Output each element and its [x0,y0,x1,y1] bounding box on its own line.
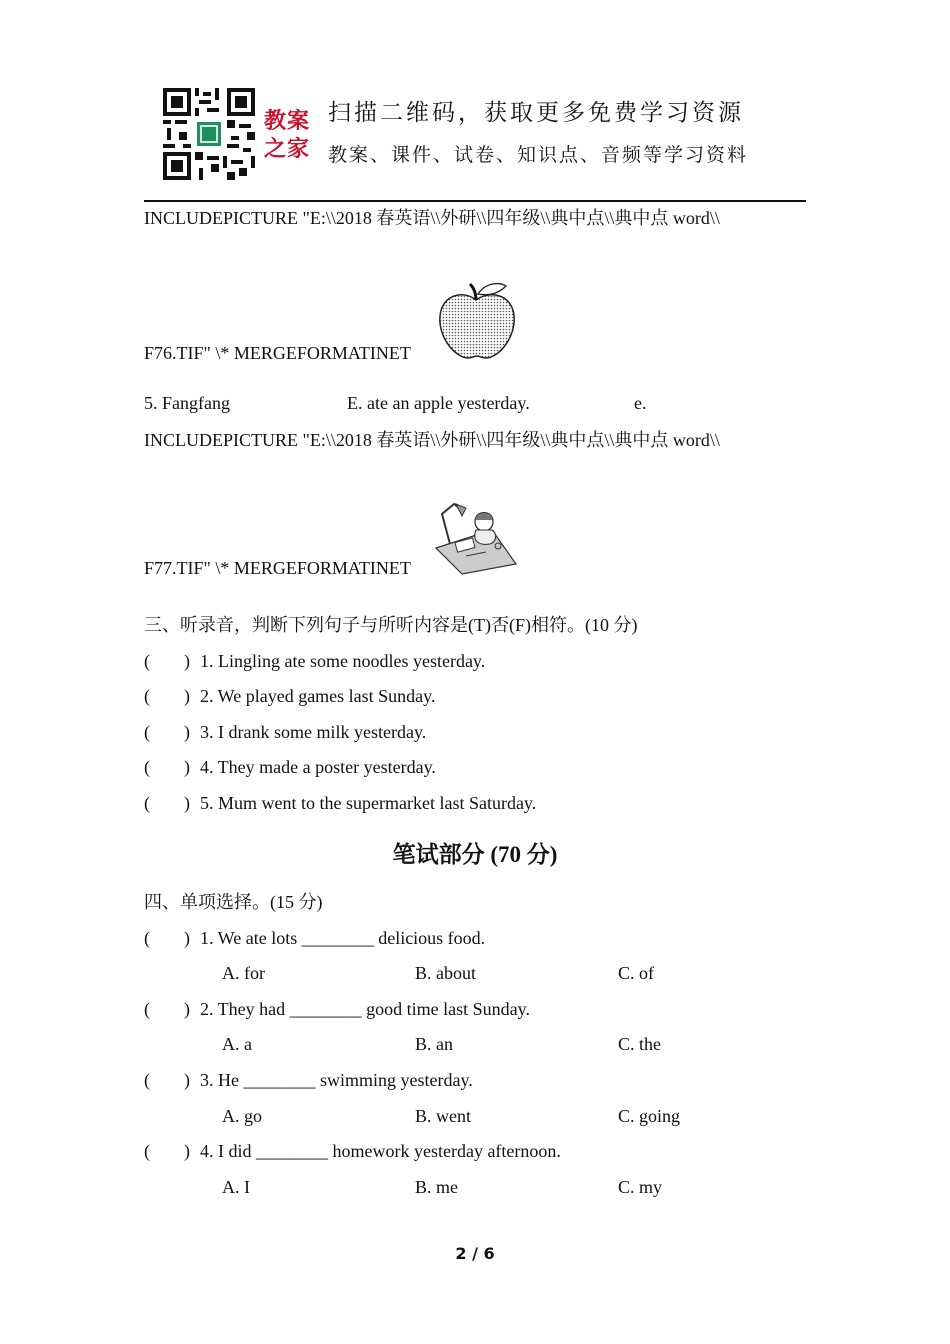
answer-bracket[interactable]: ( ) [144,1141,190,1161]
tf-item-text: 4. They made a poster yesterday. [200,757,436,777]
match-middle: E. ate an apple yesterday. [347,393,530,413]
answer-bracket[interactable]: ( ) [144,722,190,742]
option-c[interactable]: C. the [618,1034,661,1054]
match-left: 5. Fangfang [144,393,230,413]
answer-bracket[interactable]: ( ) [144,1070,190,1090]
mc-question [144,927,485,949]
tf-item-text: 2. We played games last Sunday. [200,686,436,706]
written-part-heading: 笔试部分 (70 分) [392,842,558,867]
option-a[interactable]: A. go [222,1106,262,1126]
answer-bracket[interactable]: ( ) [144,686,190,706]
answer-bracket[interactable]: ( ) [144,651,190,671]
mc-question [144,998,530,1020]
field-code-line-3: INCLUDEPICTURE "E:\\2018 春英语\\外研\\四年级\\典中点\\典中点 word\\ [144,430,720,450]
mc-question [144,1140,561,1162]
tf-item [144,650,485,672]
mc-question-text: 1. We ate lots ________ delicious food. [200,928,486,948]
mc-question-text: 4. I did ________ homework yesterday afternoon. [200,1141,561,1161]
option-b[interactable]: B. went [415,1106,471,1126]
field-code-line-2: F76.TIF" \* MERGEFORMATINET [144,343,411,363]
apple-illustration [436,280,518,360]
option-b[interactable]: B. me [415,1177,458,1197]
header-slogan-line1: 扫描二维码，获取更多免费学习资源 [328,100,744,126]
option-c[interactable]: C. going [618,1106,681,1126]
tf-item-text: 5. Mum went to the supermarket last Saturday. [200,793,537,813]
answer-bracket[interactable]: ( ) [144,928,190,948]
header-divider [144,200,806,202]
tf-item [144,756,436,778]
field-code-line-1: INCLUDEPICTURE "E:\\2018 春英语\\外研\\四年级\\典中点\\典中点 word\\ [144,208,720,228]
option-b[interactable]: B. about [415,963,476,983]
girl-at-desk-illustration [432,500,518,576]
tf-item-text: 1. Lingling ate some noodles yesterday. [200,651,486,671]
header-slogan-line2: 教案、课件、试卷、知识点、音频等学习资料 [328,144,749,166]
option-b[interactable]: B. an [415,1034,453,1054]
option-a[interactable]: A. I [222,1177,250,1197]
tf-item [144,792,536,814]
option-c[interactable]: C. my [618,1177,663,1197]
mc-question-text: 2. They had ________ good time last Sunday. [200,999,530,1019]
tf-item [144,685,436,707]
answer-bracket[interactable]: ( ) [144,793,190,813]
option-c[interactable]: C. of [618,963,654,983]
field-code-line-4: F77.TIF" \* MERGEFORMATINET [144,558,411,578]
answer-bracket[interactable]: ( ) [144,757,190,777]
mc-question [144,1069,473,1091]
answer-bracket[interactable]: ( ) [144,999,190,1019]
brand-logo-text: 教案之家 [264,109,311,162]
tf-item [144,721,426,743]
match-right: e. [634,393,647,413]
option-a[interactable]: A. a [222,1034,252,1054]
option-a[interactable]: A. for [222,963,265,983]
section4-title: 四、单项选择。(15 分) [144,892,323,912]
qr-code [163,88,255,180]
tf-item-text: 3. I drank some milk yesterday. [200,722,427,742]
page-number: 2 / 6 [455,1244,495,1263]
mc-question-text: 3. He ________ swimming yesterday. [200,1070,473,1090]
section3-title: 三、听录音，判断下列句子与所听内容是(T)否(F)相符。(10 分) [144,615,638,635]
